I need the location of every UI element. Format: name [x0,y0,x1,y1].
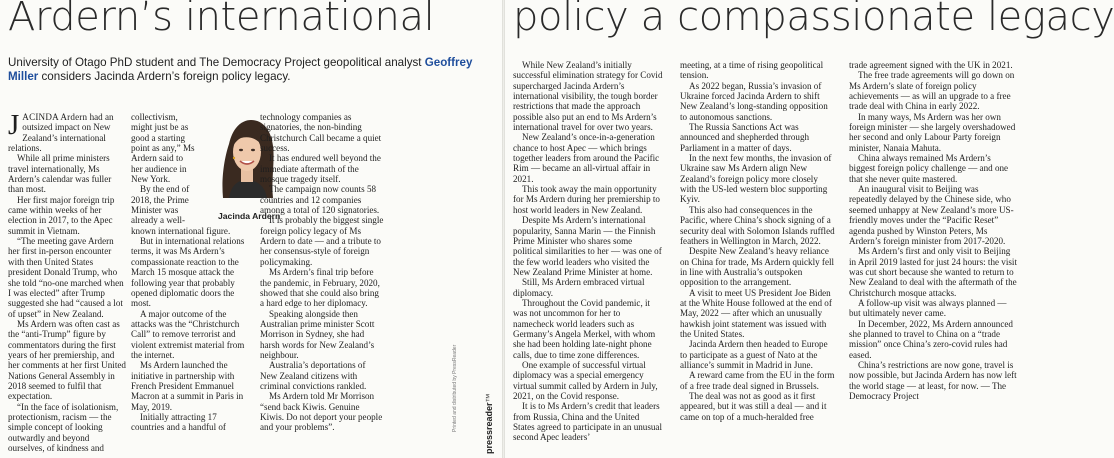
paragraph: Ms Ardern’s first and only visit to Beijing in April 2019 lasted for just 24 hours: the visit was cut short because she wanted to return to New Zealand to deal with the aftermath of the Christchurch mosque attacks. [849,246,1017,298]
paragraph: A follow-up visit was always planned — but ultimately never came. [849,297,1007,319]
paragraph: In December, 2022, Ms Ardern announced she planned to travel to China on a “trade mission” once China’s zero-covid rules had eased. [849,318,1013,360]
standfirst-text: University of Otago PhD student and The Democracy Project geopolitical analyst [8,56,422,69]
paragraph: A major outcome of the attacks was the “Christchurch Call” to remove terrorist and violent extremist material from the internet. [131,308,245,360]
author-byline[interactable]: Geoffrey Miller [8,56,473,84]
standfirst [8,56,488,85]
paragraph: China’s restrictions are now gone, travel is now possible, but Jacinda Ardern has now left the world stage — at least, for now. — The Democracy Project [849,359,1017,401]
paragraph: “The meeting gave Ardern her first in-person encounter with then United States president Donald Trump, who she told “no-one marched when I was elected” after Trump suggested she had “caused a lot of upset” in New Zealand. [8,236,124,319]
paragraph: The free trade agreements will go down on Ms Ardern’s slate of foreign policy achievements — as will an upgrade to a free trade deal with China in early 2022. [849,70,1015,112]
drop-cap: J [8,109,20,141]
paragraph: Ms Ardern’s final trip before the pandemic, in February, 2020, showed that she could also bring a hard edge to her diplomacy. [260,267,380,309]
paragraph: This also had consequences in the Pacific, where China’s shock signing of a security deal with Solomon Islands ruffled feathers in Wellington in March, 2022. [680,204,835,246]
paragraph: Australia’s deportations of New Zealand citizens with criminal convictions rankled. [260,360,367,391]
paragraph: A reward came from the EU in the form of a free trade deal signed in Brussels. [680,370,835,391]
standfirst-rest: considers Jacinda Ardern’s foreign policy legacy. [38,70,291,84]
paragraph: Her first major foreign trip came within weeks of her election in 2017, to the Apec summit in Vietnam. [8,194,115,236]
paragraph: One example of successful virtual diplomacy was a special emergency virtual summit called by Ardern in July, 2021, on the Covid response. [513,359,658,401]
paragraph: Speaking alongside then Australian prime minister Scott Morrison in Sydney, she had harsh words for New Zealand’s neighbour. [260,308,375,360]
paragraph: Despite New Zealand’s heavy reliance on China for trade, Ms Ardern quickly fell in line with Australia’s outspoken opposition to the arrangement. [680,246,835,288]
left-page [0,0,505,458]
paragraph: technology companies as signatories, the non-binding Christchurch Call became a quiet success. [260,112,382,154]
paragraph: As 2022 began, Russia’s invasion of Ukraine forced Jacinda Ardern to shift New Zealand’s long-standing opposition to autonomous sanctions. [680,80,828,122]
paragraph: Throughout the Covid pandemic, it was not uncommon for her to namecheck world leaders such as Germany’s Angela Merkel, with whom she had been holding late-night phone calls, due to time zone differences. [513,297,656,360]
paragraph: Jacinda Ardern then headed to Europe to participate as a guest of Nato at the alliance’s summit in Madrid in June. [680,339,828,370]
paragraph: A visit to meet US President Joe Biden at the White House followed at the end of May, 2022 — after which an unusually hawkish joint statement was issued with the United States. [680,287,832,339]
paragraph: “In the face of isolationism, protectionism, racism — the simple concept of looking outwardly and beyond ourselves, of kindness and [8,401,119,453]
headline-right: policy a compassionate legacy [513,0,1114,40]
paragraph: collectivism, might just be as good a starting point as any,” Ms Ardern said to her audience in New York. [131,112,195,185]
right-page [505,0,1114,458]
vertical-credit: Printed and distributed by PressReader [452,344,458,432]
brand-name: pressreader [484,402,494,454]
lead-paragraph [8,109,126,154]
paragraph: While all prime ministers travel internationally, Ms Ardern’s calendar was fuller than most. [8,153,112,195]
paragraph: This took away the main opportunity for Ms Ardern during her premiership to host world leaders in New Zealand. [513,184,660,215]
paragraph: trade agreement signed with the UK in 2021. [849,60,1013,70]
article-column-3 [260,112,384,458]
paragraph: The campaign now counts 58 countries and 12 companies among a total of 120 signatories. [260,184,380,216]
lead-caps: ACINDA Ardern [22,112,88,122]
article-column-6 [849,60,1017,458]
paragraph: It has endured well beyond the immediate aftermath of the mosque tragedy itself. [260,153,381,185]
brand-suffix: ™ [484,393,494,403]
paragraph: The deal was not as good as it first appeared, but it was still a deal — and it came on top of a much-heralded free [680,391,827,422]
paragraph: It is to Ms Ardern’s credit that leaders from Russia, China and the United States agreed to participate in an unusual second Apec leaders’ [513,401,662,443]
paragraph: New Zealand’s once-in-a-generation chance to host Apec — which brings together leaders from around the Pacific Rim — became an all-virtual affair in 2021. [513,132,660,184]
paragraph: Ms Ardern told Mr Morrison “send back Kiwis. Genuine Kiwis. Do not deport your people and your problems”. [260,391,383,433]
article-column-5 [680,60,836,458]
headline-left: Ardern’s international [8,0,435,40]
paragraph: meeting, at a time of rising geopolitical tension. [680,60,824,81]
pressreader-brand [484,393,494,454]
paragraph: But in international relations terms, it was Ms Ardern’s compassionate reaction to the March 15 mosque attack the following year that probably opened diplomatic doors the most. [131,236,245,309]
paragraph: Ms Ardern was often cast as the “anti-Trump” figure by commentators during the first years of her premiership, and her comments at her first United Nations General Assembly in 2018 seemed to fulfil that expectation. [8,318,126,402]
paragraph: In the next few months, the invasion of Ukraine saw Ms Ardern align New Zealand’s foreign policy more closely with the US-led western bloc supporting Kyiv. [680,153,832,205]
photo-caption: Jacinda Ardern [218,211,281,221]
lead-text: had an outsized impact on New Zealand’s international relations. [8,112,114,154]
article-column-4 [513,60,663,458]
paragraph: In many ways, Ms Ardern was her own foreign minister — she largely overshadowed her second and only Labour Party foreign minister, Nanaia Mahuta. [849,111,1016,153]
article-column-1 [8,109,126,458]
paragraph: An inaugural visit to Beijing was repeatedly delayed by the Chinese side, who seemed unhappy at New Zealand’s more US-friendly moves under the “Pacific Reset” agenda pushed by Winston Peters, Ms Ardern’s foreign minister from 2017-2020. [849,184,1014,246]
paragraph: It is probably the biggest single foreign policy legacy of Ms Ardern to date — and a tribute to her consensus-style of foreign policymaking. [260,215,384,267]
paragraph: China always remained Ms Ardern’s biggest foreign policy challenge — and one that she never quite mastered. [849,153,1009,184]
paragraph: Still, Ms Ardern embraced virtual diplomacy. [513,277,645,298]
paragraph: Initially attracting 17 countries and a handful of [131,411,226,433]
paragraph: Despite Ms Ardern’s international popularity, Sanna Marin — the Finnish Prime Minister who shares some political similarities to her — was one of the few world leaders who visited the New Zealand Prime Minister at home. [513,215,662,277]
paragraph: Ms Ardern launched the initiative in partnership with French President Emmanuel Macron at a summit in Paris in May, 2019. [131,360,244,412]
paragraph: By the end of 2018, the Prime Minister was already a well-known international figure. [131,184,231,236]
paragraph: While New Zealand’s initially successful elimination strategy for Covid supercharged Jacinda Ardern’s international visibility, the tough border restrictions that made the approach possible also put an end to Ms Ardern’s international travel for over two years. [513,60,663,133]
paragraph: The Russia Sanctions Act was announced and shepherded through Parliament in a matter of days. [680,122,810,153]
